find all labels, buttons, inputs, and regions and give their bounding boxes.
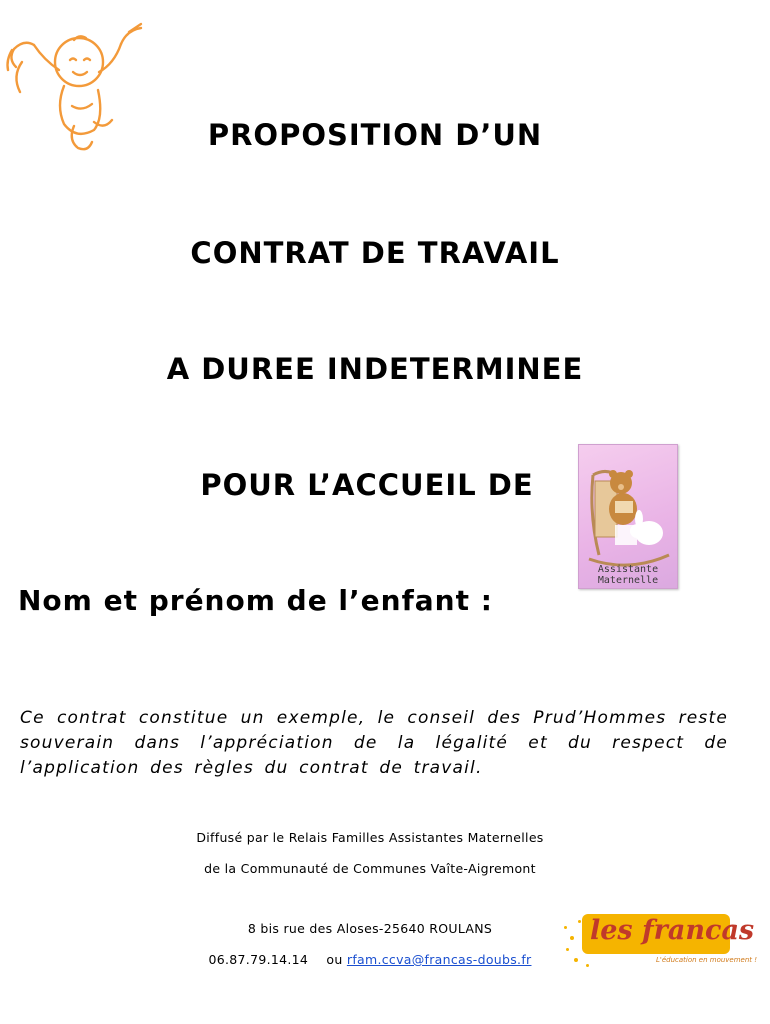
title-line-2: CONTRAT DE TRAVAIL xyxy=(190,236,560,270)
image-caption xyxy=(579,564,677,586)
email-link[interactable]: rfam.ccva@francas-doubs.fr xyxy=(346,952,532,967)
caption-line-2: Maternelle xyxy=(597,575,659,586)
title-line-1: PROPOSITION D’UN xyxy=(207,118,543,152)
phone-number: 06.87.79.14.14 xyxy=(208,952,309,967)
distributor-line-1: Diffusé par le Relais Familles Assistantes Maternelles xyxy=(196,830,544,845)
francas-logo xyxy=(560,912,760,982)
contact-separator: ou xyxy=(326,952,343,967)
child-name-label: Nom et prénom de l’enfant : xyxy=(18,584,493,617)
francas-logo-text: les francas xyxy=(590,915,755,946)
title-line-4: POUR L’ACCUEIL DE xyxy=(200,468,534,502)
distributor-line-2: de la Communauté de Communes Vaîte-Aigremont xyxy=(204,861,536,876)
francas-tagline: L'éducation en mouvement ! xyxy=(656,956,758,964)
disclaimer-paragraph: Ce contrat constitue un exemple, le conseil des Prud’Hommes reste souverain dans l’appréciation de la légalité et du respect de l’application des règles du contrat de travail. xyxy=(20,708,728,778)
title-line-3: A DUREE INDETERMINEE xyxy=(166,352,584,386)
address: 8 bis rue des Aloses-25640 ROULANS xyxy=(247,921,493,936)
assistante-maternelle-image xyxy=(578,444,678,589)
caption-line-1: Assistante xyxy=(597,564,659,575)
